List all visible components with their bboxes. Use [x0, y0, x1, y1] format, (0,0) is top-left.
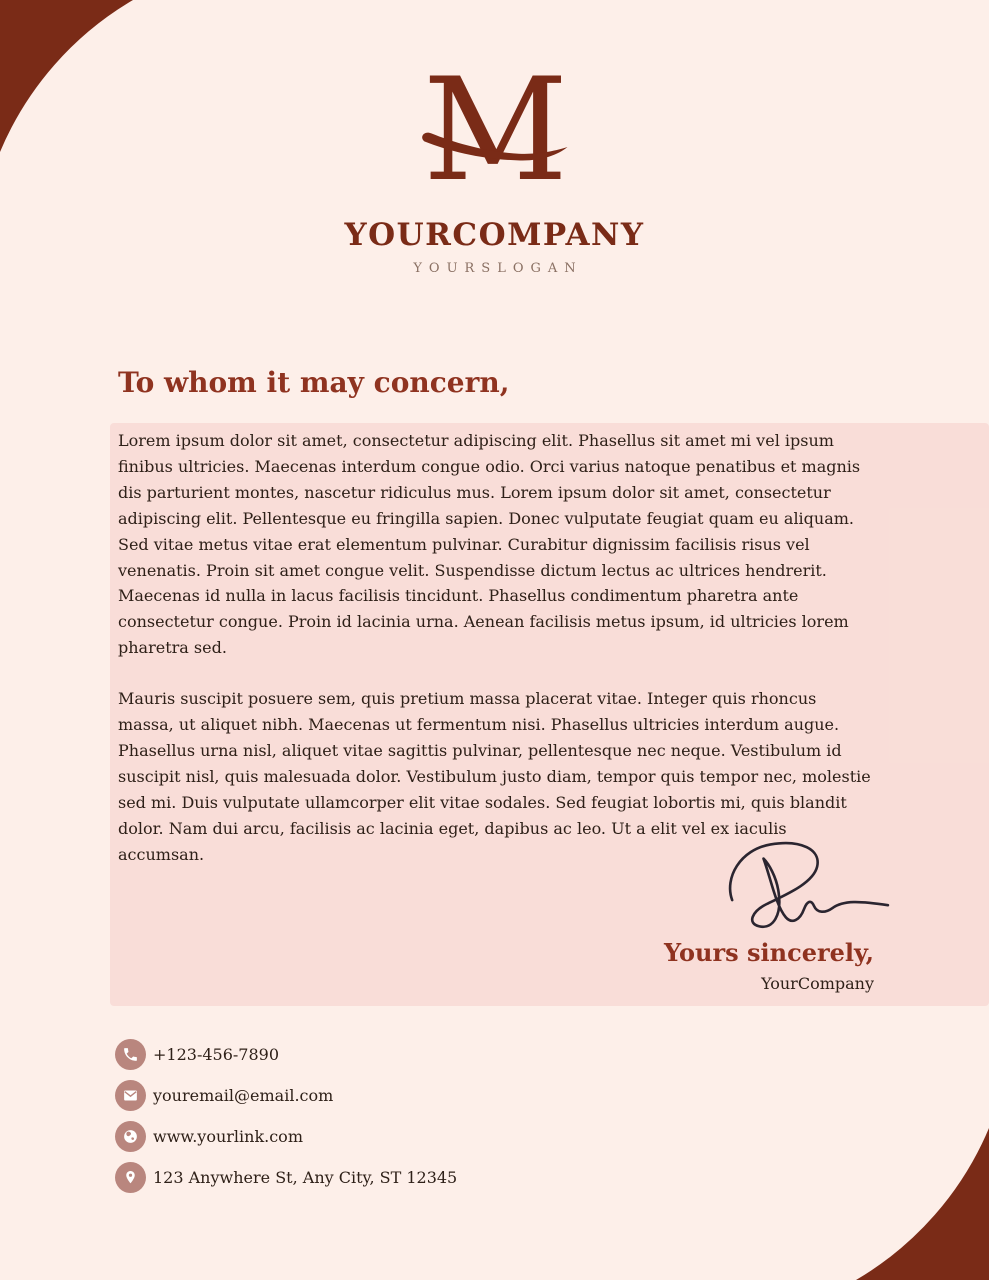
closing-line: Yours sincerely, [663, 938, 874, 967]
corner-accent-bottom-right [856, 1128, 989, 1280]
logo-monogram: M [422, 48, 567, 213]
handwritten-signature [718, 837, 895, 949]
location-icon [115, 1162, 146, 1193]
email-value: youremail@email.com [153, 1086, 334, 1105]
contact-row-address [115, 1162, 457, 1193]
letter-body [118, 428, 877, 893]
phone-value: +123-456-7890 [153, 1045, 280, 1064]
phone-icon [115, 1039, 146, 1070]
contact-row-phone [115, 1039, 457, 1070]
email-icon [115, 1080, 146, 1111]
letter-paragraph-1: Lorem ipsum dolor sit amet, consectetur adipiscing elit. Phasellus sit amet mi vel ipsum finibus ultricies. Maecenas interdum congue odio. Orci varius natoque penatibus et magnis dis parturient montes, nascetur ridiculus mus. Lorem ipsum dolor sit amet, consectetur adipiscing elit. Pellentesque eu fringilla sapien. Donec vulputate feugiat quam eu aliquam. Sed vitae metus vitae erat elementum pulvinar. Curabitur dignissim facilisis risus vel venenatis. Proin sit amet congue velit. Suspendisse dictum lectus ac ultrices hendrerit. Maecenas id nulla in lacus facilisis tincidunt. Phasellus condimentum pharetra ante consectetur congue. Proin id lacinia urna. Aenean facilisis metus ipsum, id ultricies lorem pharetra sed. [118, 431, 861, 658]
salutation-heading: To whom it may concern, [118, 366, 510, 399]
letter-paragraph-2: Mauris suscipit posuere sem, quis pretium massa placerat vitae. Integer quis rhoncus massa, ut aliquet nibh. Maecenas ut fermentum nisi. Phasellus ultricies interdum augue. Phasellus urna nisl, aliquet vitae sagittis pulvinar, pellentesque nec neque. Vestibulum id suscipit nisl, quis malesuada dolor. Vestibulum justo diam, tempor quis tempor nec, molestie sed mi. Duis vulputate ullamcorper elit vitae sodales. Sed feugiat lobortis mi, quis blandit dolor. Nam dui arcu, facilisis ac lacinia eget, dapibus ac leo. Ut a elit vel ex iaculis accumsan. [118, 689, 871, 864]
signer-name: YourCompany [761, 974, 874, 993]
contact-list [115, 1039, 457, 1203]
contact-row-email [115, 1080, 457, 1111]
contact-row-website [115, 1121, 457, 1152]
website-value: www.yourlink.com [153, 1127, 303, 1146]
company-name: YOURCOMPANY [344, 217, 645, 253]
logo-swoosh-icon [415, 127, 573, 169]
company-slogan: YOURSLOGAN [413, 261, 583, 276]
address-value: 123 Anywhere St, Any City, ST 12345 [153, 1168, 458, 1187]
globe-icon [115, 1121, 146, 1152]
